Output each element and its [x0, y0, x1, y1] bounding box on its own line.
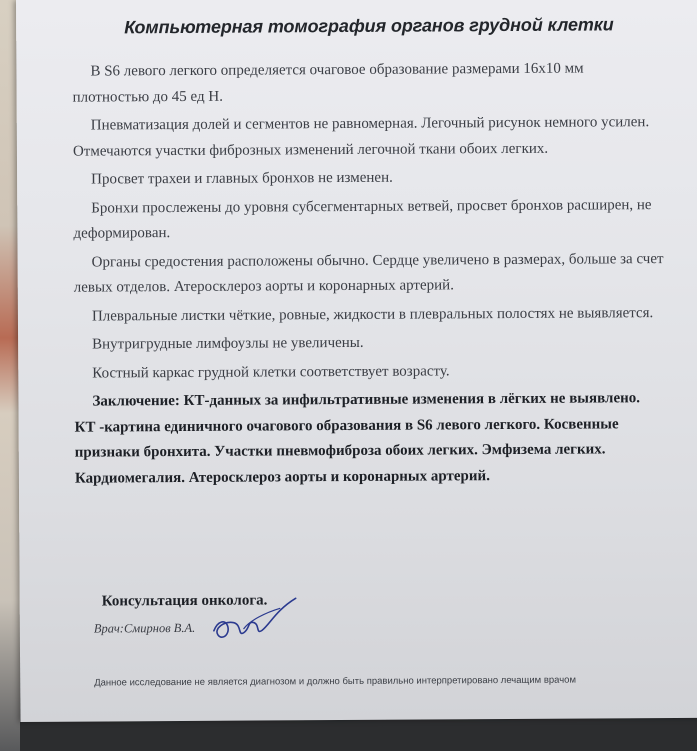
document-page — [16, 0, 697, 722]
consultation-note: Консультация онколога. — [101, 592, 268, 610]
paragraph-lymph-nodes: Внутригрудные лимфоузлы не увеличены. — [92, 334, 364, 353]
paragraph-bronchi: Бронхи прослежены до уровня субсегментарных ветвей, просвет бронхов расширен, не деформирован. — [73, 196, 652, 242]
paragraph-pleura: Плевральные листки чёткие, ровные, жидкости в плевральных полостях не выявляется. — [91, 304, 654, 325]
paragraph-mediastinum: Органы средостения расположены обычно. Сердце увеличено в размерах, больше за счет левых отделов. Атеросклероз аорты и коронарных артерий. — [73, 250, 664, 296]
doctor-name: Врач:Смирнов В.А. — [93, 620, 196, 636]
paragraph-trachea: Просвет трахеи и главных бронхов не изменен. — [91, 169, 393, 188]
paragraph-s6-lesion: В S6 левого легкого определяется очаговое образование размерами 16х10 мм плотностью до 45 ед Н. — [72, 60, 584, 106]
document-title: Компьютерная томография органов грудной клетки — [124, 14, 614, 38]
paragraph-bones: Костный каркас грудной клетки соответствует возрасту. — [92, 362, 450, 382]
disclaimer-footer: Данное исследование не является диагнозом и должно быть правильно интерпретировано лечащим врачом — [94, 674, 577, 689]
signature-icon — [204, 590, 304, 647]
paragraph-pneumatization: Пневматизация долей и сегментов не равномерная. Легочный рисунок немного усилен. Отмечаются участки фиброзных изменений легочной ткани обоих легких. — [72, 114, 650, 160]
conclusion: Заключение: КТ-данных за инфильтративные изменения в лёгких не выявлено. КТ -картина единичного очагового образования в S6 левого легкого. Косвенные признаки бронхита. Участки пневмофиброза обоих легких. Эмфизема легких. Кардиомегалия. Атеросклероз аорты и коронарных артерий. — [74, 390, 641, 487]
report-body — [72, 56, 665, 492]
